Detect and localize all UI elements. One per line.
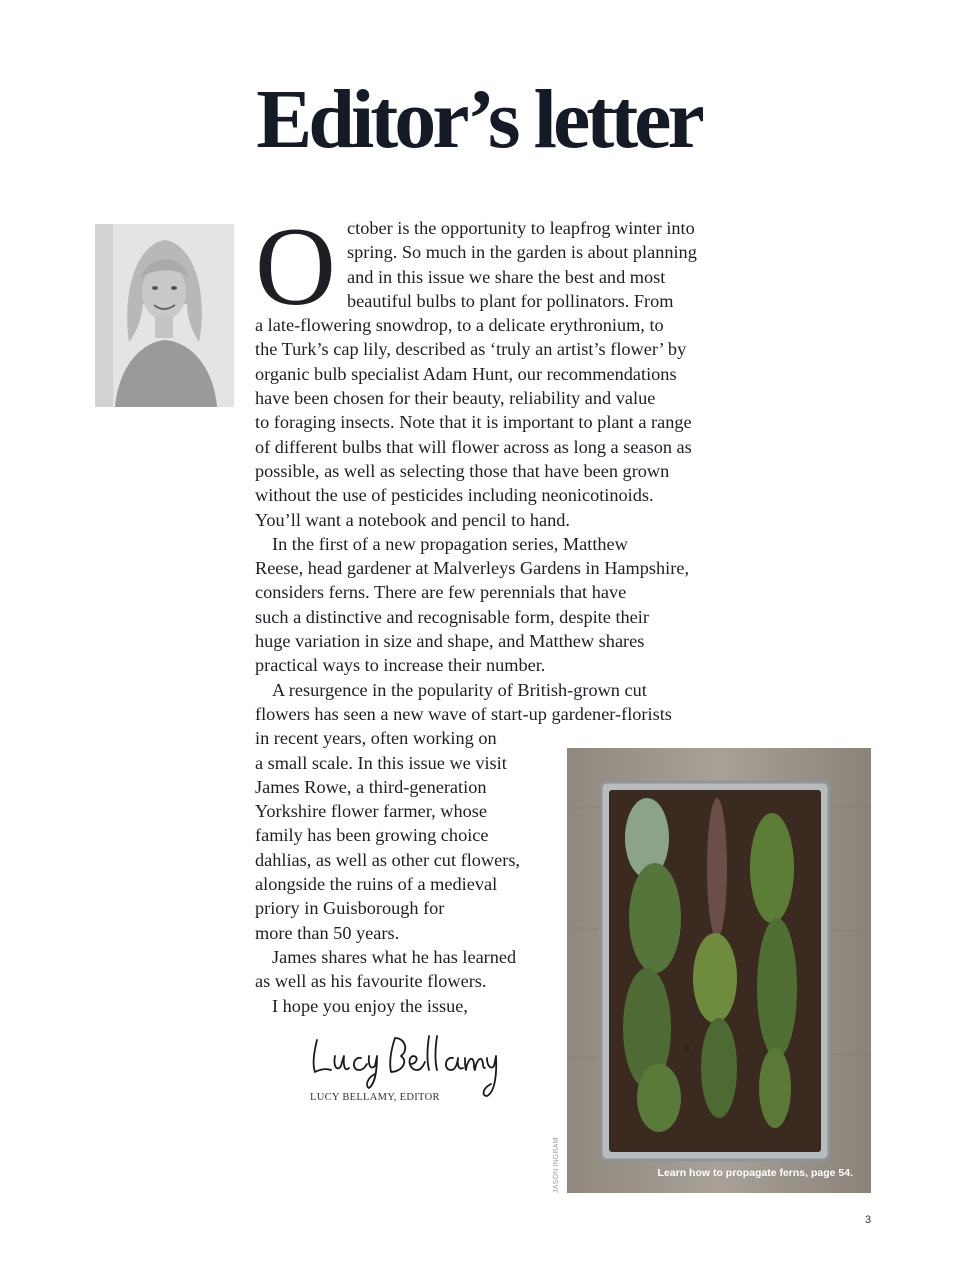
text-line: as well as his favourite flowers. xyxy=(255,971,487,992)
text-line: and in this issue we share the best and most xyxy=(347,266,666,287)
text-line: such a distinctive and recognisable form, despite their xyxy=(255,606,649,627)
text-line: flowers has seen a new wave of start-up gardener-florists xyxy=(255,703,672,724)
text-line: James shares what he has learned xyxy=(272,946,517,967)
fern-photo xyxy=(567,748,871,1193)
portrait-illustration xyxy=(95,224,234,407)
text-line: spring. So much in the garden is about planning xyxy=(347,242,697,263)
text-line: priory in Guisborough for xyxy=(255,898,445,919)
page-title: Editor’s letter xyxy=(256,73,701,166)
editor-portrait xyxy=(95,224,234,407)
text-line: Yorkshire flower farmer, whose xyxy=(255,801,487,822)
text-line: practical ways to increase their number. xyxy=(255,655,546,676)
text-line: of different bulbs that will flower across as long a season as xyxy=(255,436,692,457)
text-line: possible, as well as selecting those that have been grown xyxy=(255,460,670,481)
photo-credit: JASON INGRAM xyxy=(553,1137,560,1193)
fern-tray-illustration xyxy=(567,748,871,1193)
text-line: have been chosen for their beauty, reliability and value xyxy=(255,388,656,409)
text-line: dahlias, as well as other cut flowers, xyxy=(255,849,520,870)
text-line: a small scale. In this issue we visit xyxy=(255,752,507,773)
signature-name: LUCY BELLAMY, EDITOR xyxy=(310,1092,440,1103)
text-line: huge variation in size and shape, and Matthew shares xyxy=(255,631,645,652)
photo-caption: Learn how to propagate ferns, page 54. xyxy=(657,1167,853,1179)
text-line: more than 50 years. xyxy=(255,922,400,943)
text-line: I hope you enjoy the issue, xyxy=(272,995,468,1016)
text-line: to foraging insects. Note that it is important to plant a range xyxy=(255,412,692,433)
text-line: A resurgence in the popularity of British-grown cut xyxy=(272,679,647,700)
text-line: James Rowe, a third-generation xyxy=(255,776,487,797)
text-line: organic bulb specialist Adam Hunt, our recommendations xyxy=(255,363,677,384)
text-line: the Turk’s cap lily, described as ‘truly an artist’s flower’ by xyxy=(255,339,687,360)
text-line: In the first of a new propagation series, Matthew xyxy=(272,533,628,554)
text-line: family has been growing choice xyxy=(255,825,489,846)
text-line: in recent years, often working on xyxy=(255,728,497,749)
drop-cap: O xyxy=(255,205,336,329)
text-line: beautiful bulbs to plant for pollinators. From xyxy=(347,290,674,311)
text-line: considers ferns. There are few perennials that have xyxy=(255,582,627,603)
text-line: without the use of pesticides including neonicotinoids. xyxy=(255,485,654,506)
text-line: a late-flowering snowdrop, to a delicate erythronium, to xyxy=(255,315,664,336)
text-line: Reese, head gardener at Malverleys Gardens in Hampshire, xyxy=(255,558,690,579)
text-line: You’ll want a notebook and pencil to hand. xyxy=(255,509,570,530)
text-line: ctober is the opportunity to leapfrog winter into xyxy=(347,218,695,238)
page-number: 3 xyxy=(865,1214,872,1226)
text-line: alongside the ruins of a medieval xyxy=(255,874,498,895)
